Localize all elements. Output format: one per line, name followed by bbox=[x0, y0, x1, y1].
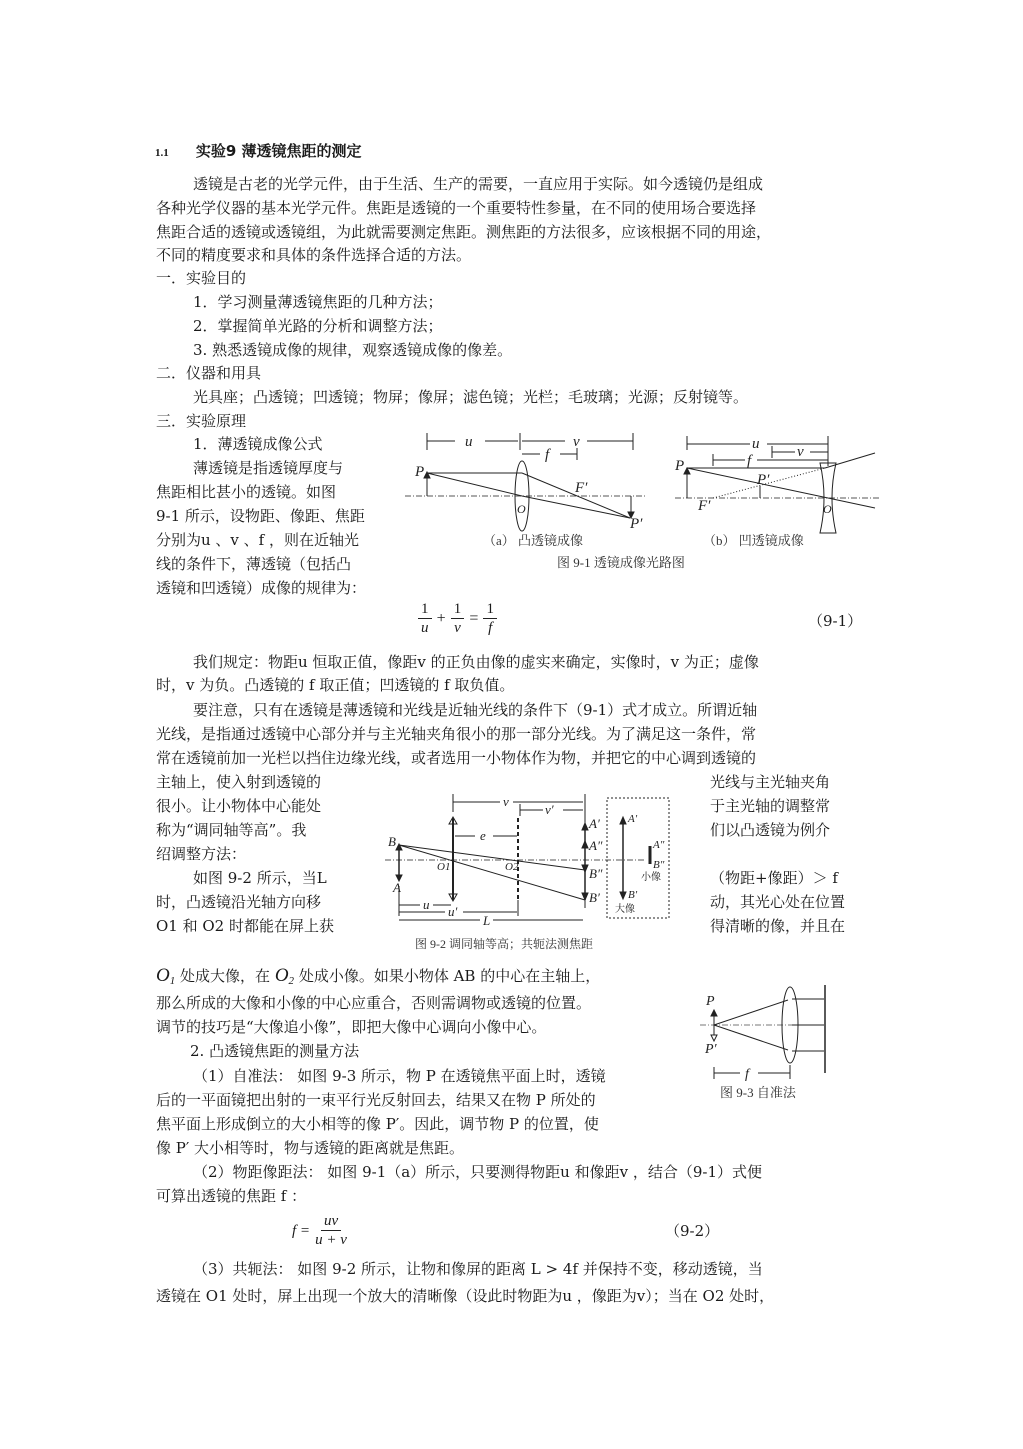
label-O1: O1 bbox=[437, 861, 451, 873]
fraction: $\frac{uv}{u + v}$ bbox=[315, 1213, 347, 1248]
text-line: 我们规定：物距u 恒取正值，像距v 的正负由像的虚实来确定，实像时，v 为正；虚像 bbox=[193, 653, 759, 671]
text-line: 称为“调同轴等高”。我 bbox=[156, 821, 307, 839]
objective-item: 2．掌握简单光路的分析和调整方法； bbox=[193, 317, 443, 335]
figure-caption: 图 9-2 调同轴等高；共轭法测焦距 bbox=[415, 937, 593, 951]
label-f: f bbox=[747, 453, 752, 469]
label-B-double-prime: B″ bbox=[589, 866, 603, 881]
label-small-image: 小像 bbox=[641, 872, 661, 883]
text-line: 们以凸透镜为例介 bbox=[710, 821, 831, 839]
text-line: （1）自准法： 如图 9-3 所示，物 P 在透镜焦平面上时，透镜 bbox=[193, 1067, 606, 1085]
text-line: 后的一平面镜把出射的一束平行光反射回去，结果又在物 P 所处的 bbox=[156, 1091, 596, 1109]
text-line: 很小。让小物体中心能处 bbox=[156, 797, 322, 815]
text-line: 常在透镜前加一光栏以挡住边缘光线，或者选用一小物体作为物，并把它的中心调到透镜的 bbox=[156, 749, 757, 767]
section-title: 实验9 薄透镜焦距的测定 bbox=[195, 142, 362, 160]
equation-9-1: $\frac{1}{u}$ + $\frac{1}{v}$ = $\frac{1}{f}$ bbox=[418, 600, 497, 637]
label-u: u bbox=[423, 897, 430, 912]
figure-9-1 bbox=[405, 428, 880, 578]
text-line: 各种光学仪器的基本光学元件。焦距是透镜的一个重要特性参量，在不同的使用场合要选择 bbox=[156, 199, 757, 217]
symbol-O1: $O_1$ bbox=[156, 965, 176, 987]
text-line: 线的条件下，薄透镜（包括凸 bbox=[156, 555, 352, 573]
label-v-prime: v′ bbox=[545, 802, 554, 817]
text-line: 薄透镜是指透镜厚度与 bbox=[193, 459, 344, 477]
text-line: 不同的精度要求和具体的条件选择合适的方法。 bbox=[156, 246, 472, 264]
text-line: 焦平面上形成倒立的大小相等的像 P′。因此，调节物 P 的位置，使 bbox=[156, 1115, 599, 1133]
arrow-head bbox=[711, 1035, 717, 1041]
label-P-prime: P′ bbox=[757, 472, 770, 488]
text-line: 9-1 所示，设物距、像距、焦距 bbox=[156, 507, 365, 525]
text-line: 透镜是古老的光学元件，由于生活、生产的需要，一直应用于实际。如今透镜仍是组成 bbox=[193, 175, 764, 193]
label-P-prime: P′ bbox=[630, 516, 643, 532]
text-line: O1 和 O2 时都能在屏上获 bbox=[156, 917, 334, 935]
objective-item: 1．学习测量薄透镜焦距的几种方法； bbox=[193, 293, 443, 311]
text-line: 时，v 为负。凸透镜的 f 取正值；凹透镜的 f 取负值。 bbox=[156, 676, 515, 694]
text-line: 像 P′ 大小相等时，物与透镜的距离就是焦距。 bbox=[156, 1139, 465, 1157]
equipment-list: 光具座；凸透镜；凹透镜；物屏；像屏；滤色镜；光栏；毛玻璃；光源；反射镜等。 bbox=[193, 388, 749, 406]
label-P: P bbox=[675, 458, 685, 474]
label-v: v bbox=[503, 794, 509, 809]
label-A-double-prime: A″ bbox=[589, 838, 603, 853]
figure-9-1a-convex bbox=[405, 433, 645, 531]
label-B-double-prime: B″ bbox=[653, 859, 665, 871]
ray bbox=[427, 473, 522, 496]
label-A-prime: A′ bbox=[628, 813, 638, 825]
figure-caption: 图 9-1 透镜成像光路图 bbox=[557, 555, 685, 570]
text-line: 如图 9-2 所示，当L bbox=[193, 869, 327, 887]
label-O: O bbox=[517, 502, 526, 516]
label-B: B bbox=[388, 834, 396, 849]
text-line: 分别为u 、v 、f ，则在近轴光 bbox=[156, 531, 359, 549]
text-line: 焦距相比甚小的透镜。如图 bbox=[156, 483, 337, 501]
label-P-prime: P′ bbox=[705, 1042, 717, 1057]
ray bbox=[828, 498, 875, 508]
arrow-head bbox=[620, 817, 626, 824]
label-large-image: 大像 bbox=[615, 904, 635, 915]
figure-9-3 bbox=[700, 985, 840, 1105]
label-A-double-prime: A″ bbox=[653, 839, 665, 851]
figure-9-1b-concave bbox=[675, 436, 880, 533]
text-line: 那么所成的大像和小像的中心应重合，否则需调物或透镜的位置。 bbox=[156, 994, 592, 1012]
label-A: A bbox=[393, 880, 401, 895]
caption-b: （b） 凹透镜成像 bbox=[703, 533, 804, 548]
label-v: v bbox=[573, 434, 580, 450]
arrow-head bbox=[711, 1010, 717, 1016]
text-line: 动，其光心处在位置 bbox=[710, 893, 846, 911]
text-line: 得清晰的像，并且在 bbox=[710, 917, 846, 935]
symbol-O2: $O_2$ bbox=[274, 965, 295, 987]
text-line: 主轴上，使入射到透镜的 bbox=[156, 773, 322, 791]
subsection-heading: 2. 凸透镜焦距的测量方法 bbox=[190, 1042, 360, 1060]
label-B-prime: B′ bbox=[628, 889, 638, 901]
text-line: 可算出透镜的焦距 f ： bbox=[156, 1187, 307, 1205]
part1-heading: 一．实验目的 bbox=[156, 269, 247, 287]
equation-9-2: f = $\frac{uv}{u + v}$ bbox=[292, 1213, 347, 1248]
ray bbox=[714, 1000, 788, 1025]
label-u: u bbox=[752, 436, 760, 452]
image-inset-box bbox=[607, 798, 669, 918]
label-v: v bbox=[797, 444, 804, 460]
label-P: P bbox=[706, 994, 715, 1009]
label-f: f bbox=[745, 1067, 749, 1082]
fraction: $\frac{1}{v}$ bbox=[451, 600, 465, 637]
caption-a: （a） 凸透镜成像 bbox=[483, 533, 584, 548]
section-number: 1.1 bbox=[155, 147, 169, 159]
figure-caption: 图 9-3 自准法 bbox=[720, 1085, 796, 1100]
text-line: （3）共轭法： 如图 9-2 所示，让物和像屏的距离 L > 4f 并保持不变，移动透镜，当 bbox=[193, 1260, 763, 1278]
label-u: u bbox=[465, 434, 473, 450]
text-line: $O_1$ 处成大像，在 $O_2$ 处成小像。如果小物体 AB 的中心在主轴上， bbox=[156, 965, 601, 987]
label-F-prime: F′ bbox=[575, 480, 588, 496]
part2-heading: 二．仪器和用具 bbox=[156, 364, 262, 382]
arrow-head bbox=[582, 841, 588, 848]
text-line: 要注意，只有在透镜是薄透镜和光线是近轴光线的条件下（9-1）式才成立。所谓近轴 bbox=[193, 701, 758, 719]
equation-number: （9-2） bbox=[665, 1222, 720, 1240]
text-line: 光线与主光轴夹角 bbox=[710, 773, 831, 791]
text-line: 时，凸透镜沿光轴方向移 bbox=[156, 893, 322, 911]
text-line: 光线，是指通过透镜中心部分并与主光轴夹角很小的那一部分光线。为了满足这一条件，常 bbox=[156, 725, 757, 743]
objective-item: 3. 熟悉透镜成像的规律，观察透镜成像的像差。 bbox=[193, 341, 513, 359]
equation-number: （9-1） bbox=[808, 612, 863, 630]
section-heading bbox=[155, 140, 362, 161]
arrow-head bbox=[582, 865, 588, 872]
ray bbox=[825, 453, 875, 468]
label-P: P bbox=[415, 464, 425, 480]
label-u-prime: u′ bbox=[448, 904, 458, 919]
label-F-prime: F′ bbox=[698, 498, 711, 514]
part3-heading: 三．实验原理 bbox=[156, 412, 247, 430]
label-O: O bbox=[823, 502, 832, 516]
ray bbox=[714, 1025, 788, 1050]
label-L: L bbox=[483, 913, 491, 928]
text-line: （物距+像距）＞ f bbox=[710, 869, 838, 887]
arrow-head bbox=[582, 823, 588, 830]
arrow-head bbox=[620, 892, 626, 899]
text-line: （2）物距像距法： 如图 9-1（a）所示，只要测得物距u 和像距v ，结合（9-1）式便 bbox=[193, 1163, 763, 1181]
label-B-prime: B′ bbox=[589, 890, 600, 905]
figure-9-2 bbox=[385, 788, 685, 958]
label-f: f bbox=[545, 447, 550, 463]
text-line: 绍调整方法： bbox=[156, 845, 247, 863]
text-line: 调节的技巧是“大像追小像”，即把大像中心调向小像中心。 bbox=[156, 1018, 547, 1036]
fraction: $\frac{1}{f}$ bbox=[483, 600, 497, 637]
text-line: 透镜和凹透镜）成像的规律为： bbox=[156, 579, 367, 597]
text-line: 焦距合适的透镜或透镜组，为此就需要测定焦距。测焦距的方法很多，应该根据不同的用途， bbox=[156, 223, 772, 241]
ray bbox=[399, 845, 585, 900]
label-O2: O2 bbox=[505, 861, 519, 873]
subsection-heading: 1．薄透镜成像公式 bbox=[193, 435, 323, 453]
fraction: $\frac{1}{u}$ bbox=[418, 600, 432, 637]
ray bbox=[399, 845, 585, 870]
ray bbox=[522, 496, 630, 518]
label-e: e bbox=[480, 828, 486, 843]
text-line: 透镜在 O1 处时，屏上出现一个放大的清晰像（设此时物距为u ，像距为v）；当在 O2 处时， bbox=[156, 1287, 775, 1305]
label-A-prime: A′ bbox=[589, 816, 600, 831]
text-line: 于主光轴的调整常 bbox=[710, 797, 831, 815]
